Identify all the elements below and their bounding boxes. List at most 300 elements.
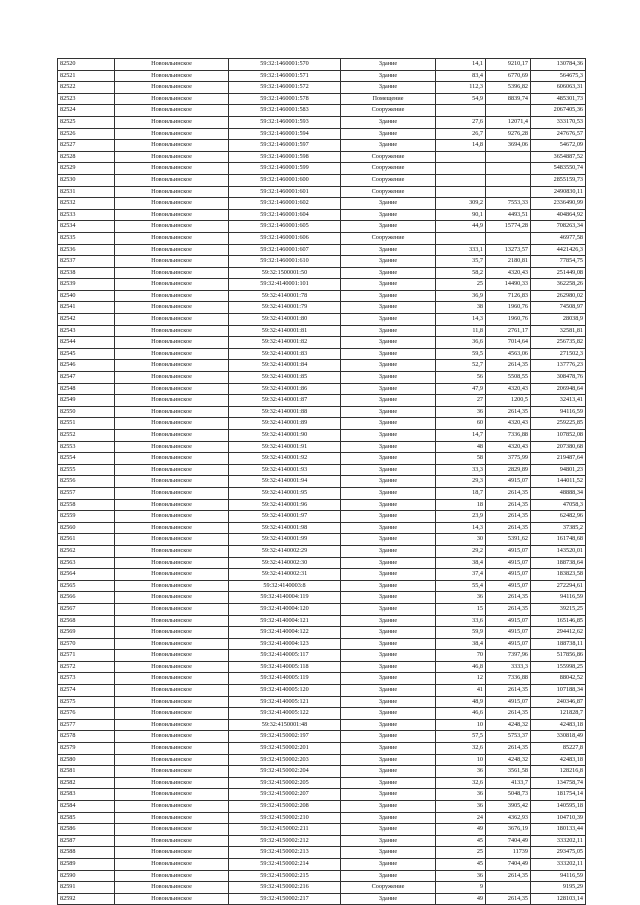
specific-value-cell: 3775,99 [486, 453, 531, 465]
table-row [58, 82, 586, 94]
locality-name-cell: Новоильинское [115, 487, 229, 499]
row-number-cell: 82557 [58, 487, 115, 499]
specific-value-cell [486, 163, 531, 175]
object-type-cell: Сооружение [341, 174, 436, 186]
area-value-cell: 9 [436, 882, 486, 894]
cadastral-value-cell: 293475,05 [531, 847, 586, 859]
row-number-cell: 82524 [58, 105, 115, 117]
cadastral-number-cell: 59:32:4150002:197 [229, 731, 341, 743]
cadastral-value-cell: 28038,9 [531, 314, 586, 326]
object-type-cell: Здание [341, 209, 436, 221]
area-value-cell: 33,6 [436, 615, 486, 627]
cadastral-number-cell: 59:32:1460001:571 [229, 70, 341, 82]
table-row [58, 592, 586, 604]
area-value-cell: 90,1 [436, 209, 486, 221]
cadastral-value-cell: 330818,49 [531, 731, 586, 743]
cadastral-value-cell: 121828,7 [531, 708, 586, 720]
cadastral-number-cell: 59:32:1460001:572 [229, 82, 341, 94]
specific-value-cell: 2614,35 [486, 360, 531, 372]
area-value-cell: 29,3 [436, 476, 486, 488]
area-value-cell: 27 [436, 395, 486, 407]
table-row [58, 232, 586, 244]
row-number-cell: 82542 [58, 314, 115, 326]
row-number-cell: 82580 [58, 754, 115, 766]
object-type-cell: Здание [341, 372, 436, 384]
row-number-cell: 82555 [58, 464, 115, 476]
table-row [58, 638, 586, 650]
object-type-cell: Здание [341, 580, 436, 592]
table-row [58, 453, 586, 465]
locality-name-cell: Новоильинское [115, 882, 229, 894]
object-type-cell: Здание [341, 267, 436, 279]
row-number-cell: 82565 [58, 580, 115, 592]
table-row [58, 186, 586, 198]
object-type-cell: Здание [341, 754, 436, 766]
cadastral-value-cell: 262980,02 [531, 290, 586, 302]
specific-value-cell: 3905,42 [486, 801, 531, 813]
specific-value-cell: 9210,17 [486, 59, 531, 71]
specific-value-cell: 2614,35 [486, 685, 531, 697]
area-value-cell: 25 [436, 847, 486, 859]
specific-value-cell: 2614,35 [486, 592, 531, 604]
specific-value-cell [486, 186, 531, 198]
specific-value-cell: 2614,35 [486, 511, 531, 523]
area-value-cell: 15 [436, 603, 486, 615]
table-row [58, 267, 586, 279]
cadastral-value-cell: 183823,58 [531, 569, 586, 581]
row-number-cell: 82564 [58, 569, 115, 581]
cadastral-value-cell: 144011,52 [531, 476, 586, 488]
object-type-cell: Здание [341, 476, 436, 488]
row-number-cell: 82590 [58, 870, 115, 882]
area-value-cell: 14,3 [436, 314, 486, 326]
cadastral-number-cell: 59:32:4140001:97 [229, 511, 341, 523]
cadastral-value-cell: 308478,76 [531, 372, 586, 384]
table-row [58, 302, 586, 314]
cadastral-table-page [57, 58, 585, 905]
cadastral-number-cell: 59:32:1460001:594 [229, 128, 341, 140]
locality-name-cell: Новоильинское [115, 858, 229, 870]
row-number-cell: 82532 [58, 198, 115, 210]
area-value-cell: 47,9 [436, 383, 486, 395]
table-row [58, 395, 586, 407]
locality-name-cell: Новоильинское [115, 731, 229, 743]
cadastral-value-cell: 2855159,73 [531, 174, 586, 186]
object-type-cell: Здание [341, 464, 436, 476]
cadastral-number-cell: 59:32:4140004:119 [229, 592, 341, 604]
specific-value-cell: 4915,07 [486, 580, 531, 592]
locality-name-cell: Новоильинское [115, 638, 229, 650]
cadastral-value-cell: 39215,25 [531, 603, 586, 615]
locality-name-cell: Новоильинское [115, 325, 229, 337]
cadastral-value-cell: 62482,96 [531, 511, 586, 523]
cadastral-number-cell: 59:32:1460001:610 [229, 256, 341, 268]
object-type-cell: Здание [341, 511, 436, 523]
area-value-cell: 37,4 [436, 569, 486, 581]
table-row [58, 244, 586, 256]
row-number-cell: 82588 [58, 847, 115, 859]
locality-name-cell: Новоильинское [115, 174, 229, 186]
row-number-cell: 82549 [58, 395, 115, 407]
table-row [58, 812, 586, 824]
table-row [58, 766, 586, 778]
object-type-cell: Сооружение [341, 105, 436, 117]
cadastral-number-cell: 59:32:4140005:119 [229, 673, 341, 685]
specific-value-cell: 2614,35 [486, 870, 531, 882]
locality-name-cell: Новоильинское [115, 685, 229, 697]
cadastral-number-cell: 59:32:4140001:78 [229, 290, 341, 302]
row-number-cell: 82527 [58, 140, 115, 152]
object-type-cell: Здание [341, 314, 436, 326]
cadastral-number-cell: 59:32:4150002:210 [229, 812, 341, 824]
table-row [58, 290, 586, 302]
specific-value-cell: 15774,28 [486, 221, 531, 233]
specific-value-cell: 4915,07 [486, 638, 531, 650]
object-type-cell: Здание [341, 256, 436, 268]
table-row [58, 487, 586, 499]
specific-value-cell: 3333,3 [486, 661, 531, 673]
specific-value-cell: 4248,32 [486, 719, 531, 731]
locality-name-cell: Новоильинское [115, 128, 229, 140]
row-number-cell: 82581 [58, 766, 115, 778]
locality-name-cell: Новоильинское [115, 789, 229, 801]
area-value-cell: 56 [436, 372, 486, 384]
cadastral-number-cell: 59:32:1460001:606 [229, 232, 341, 244]
object-type-cell: Здание [341, 430, 436, 442]
cadastral-value-cell: 85227,8 [531, 743, 586, 755]
area-value-cell [436, 174, 486, 186]
cadastral-value-cell: 161748,68 [531, 534, 586, 546]
area-value-cell: 41 [436, 685, 486, 697]
object-type-cell: Здание [341, 627, 436, 639]
locality-name-cell: Новоильинское [115, 372, 229, 384]
specific-value-cell: 12071,4 [486, 116, 531, 128]
row-number-cell: 82534 [58, 221, 115, 233]
table-row [58, 534, 586, 546]
row-number-cell: 82585 [58, 812, 115, 824]
cadastral-value-cell: 128216,8 [531, 766, 586, 778]
locality-name-cell: Новоильинское [115, 314, 229, 326]
row-number-cell: 82545 [58, 348, 115, 360]
row-number-cell: 82568 [58, 615, 115, 627]
specific-value-cell: 4320,43 [486, 418, 531, 430]
cadastral-value-cell: 32581,81 [531, 325, 586, 337]
specific-value-cell: 3694,06 [486, 140, 531, 152]
area-value-cell: 11,8 [436, 325, 486, 337]
object-type-cell: Сооружение [341, 882, 436, 894]
locality-name-cell: Новоильинское [115, 893, 229, 905]
locality-name-cell: Новоильинское [115, 198, 229, 210]
locality-name-cell: Новоильинское [115, 522, 229, 534]
object-type-cell: Здание [341, 858, 436, 870]
locality-name-cell: Новоильинское [115, 557, 229, 569]
specific-value-cell: 11739 [486, 847, 531, 859]
specific-value-cell: 4320,43 [486, 441, 531, 453]
cadastral-number-cell: 59:32:1460001:583 [229, 105, 341, 117]
table-row [58, 882, 586, 894]
locality-name-cell: Новоильинское [115, 70, 229, 82]
cadastral-value-cell: 2490830,11 [531, 186, 586, 198]
cadastral-value-cell: 74508,97 [531, 302, 586, 314]
object-type-cell: Здание [341, 847, 436, 859]
object-type-cell: Здание [341, 348, 436, 360]
locality-name-cell: Новоильинское [115, 163, 229, 175]
cadastral-number-cell: 59:32:4140005:118 [229, 661, 341, 673]
area-value-cell: 70 [436, 650, 486, 662]
area-value-cell: 14,7 [436, 430, 486, 442]
cadastral-value-cell: 88042,52 [531, 673, 586, 685]
row-number-cell: 82592 [58, 893, 115, 905]
cadastral-value-cell: 2336490,99 [531, 198, 586, 210]
specific-value-cell: 5396,82 [486, 82, 531, 94]
cadastral-value-cell: 247676,57 [531, 128, 586, 140]
object-type-cell: Здание [341, 406, 436, 418]
cadastral-value-cell: 32413,41 [531, 395, 586, 407]
cadastral-value-cell: 94116,59 [531, 592, 586, 604]
cadastral-number-cell: 59:32:4140005:121 [229, 696, 341, 708]
locality-name-cell: Новоильинское [115, 105, 229, 117]
area-value-cell: 35,7 [436, 256, 486, 268]
cadastral-value-cell: 517856,86 [531, 650, 586, 662]
specific-value-cell: 1200,5 [486, 395, 531, 407]
area-value-cell: 10 [436, 719, 486, 731]
cadastral-number-cell: 59:32:4140004:121 [229, 615, 341, 627]
specific-value-cell: 2614,35 [486, 499, 531, 511]
specific-value-cell: 2614,35 [486, 487, 531, 499]
cadastral-number-cell: 59:32:4140001:88 [229, 406, 341, 418]
cadastral-number-cell: 59:32:4150002:216 [229, 882, 341, 894]
object-type-cell: Здание [341, 743, 436, 755]
locality-name-cell: Новоильинское [115, 499, 229, 511]
row-number-cell: 82567 [58, 603, 115, 615]
cadastral-number-cell: 59:32:4140001:91 [229, 441, 341, 453]
locality-name-cell: Новоильинское [115, 592, 229, 604]
object-type-cell: Здание [341, 116, 436, 128]
cadastral-number-cell: 59:32:4140001:86 [229, 383, 341, 395]
table-row [58, 615, 586, 627]
row-number-cell: 82577 [58, 719, 115, 731]
specific-value-cell: 5508,55 [486, 372, 531, 384]
row-number-cell: 82579 [58, 743, 115, 755]
row-number-cell: 82551 [58, 418, 115, 430]
area-value-cell: 10 [436, 754, 486, 766]
area-value-cell: 59,9 [436, 627, 486, 639]
cadastral-value-cell: 130784,36 [531, 59, 586, 71]
locality-name-cell: Новоильинское [115, 708, 229, 720]
row-number-cell: 82529 [58, 163, 115, 175]
cadastral-value-cell: 272294,61 [531, 580, 586, 592]
object-type-cell: Здание [341, 453, 436, 465]
cadastral-number-cell: 59:32:4140001:101 [229, 279, 341, 291]
cadastral-value-cell: 180133,44 [531, 824, 586, 836]
locality-name-cell: Новоильинское [115, 673, 229, 685]
cadastral-value-cell: 188738,11 [531, 638, 586, 650]
cadastral-number-cell: 59:32:4140001:95 [229, 487, 341, 499]
row-number-cell: 82530 [58, 174, 115, 186]
area-value-cell: 46,6 [436, 708, 486, 720]
cadastral-value-cell: 485301,73 [531, 93, 586, 105]
cadastral-number-cell: 59:32:4150002:201 [229, 743, 341, 755]
specific-value-cell: 5753,37 [486, 731, 531, 743]
area-value-cell [436, 186, 486, 198]
row-number-cell: 82560 [58, 522, 115, 534]
table-row [58, 325, 586, 337]
table-row [58, 719, 586, 731]
object-type-cell: Сооружение [341, 232, 436, 244]
cadastral-value-cell: 37385,2 [531, 522, 586, 534]
area-value-cell: 44,9 [436, 221, 486, 233]
specific-value-cell: 3676,19 [486, 824, 531, 836]
object-type-cell: Здание [341, 696, 436, 708]
area-value-cell: 27,6 [436, 116, 486, 128]
area-value-cell: 38 [436, 302, 486, 314]
locality-name-cell: Новоильинское [115, 801, 229, 813]
area-value-cell: 36 [436, 870, 486, 882]
table-body [58, 59, 586, 905]
specific-value-cell: 4915,07 [486, 476, 531, 488]
row-number-cell: 82540 [58, 290, 115, 302]
cadastral-value-cell: 137776,23 [531, 360, 586, 372]
table-row [58, 673, 586, 685]
cadastral-number-cell: 59:32:4140001:90 [229, 430, 341, 442]
cadastral-value-cell: 240346,87 [531, 696, 586, 708]
cadastral-number-cell: 59:32:4140001:85 [229, 372, 341, 384]
area-value-cell: 333,1 [436, 244, 486, 256]
object-type-cell: Здание [341, 522, 436, 534]
cadastral-number-cell: 59:32:4140002:31 [229, 569, 341, 581]
specific-value-cell: 4915,07 [486, 569, 531, 581]
table-row [58, 731, 586, 743]
object-type-cell: Помещение [341, 93, 436, 105]
specific-value-cell: 3561,58 [486, 766, 531, 778]
row-number-cell: 82536 [58, 244, 115, 256]
locality-name-cell: Новоильинское [115, 360, 229, 372]
cadastral-value-cell: 104710,39 [531, 812, 586, 824]
specific-value-cell: 8839,74 [486, 93, 531, 105]
cadastral-value-cell: 259225,85 [531, 418, 586, 430]
row-number-cell: 82561 [58, 534, 115, 546]
area-value-cell: 36,9 [436, 290, 486, 302]
cadastral-number-cell: 59:32:1500001:50 [229, 267, 341, 279]
locality-name-cell: Новоильинское [115, 151, 229, 163]
row-number-cell: 82552 [58, 430, 115, 442]
object-type-cell: Здание [341, 731, 436, 743]
row-number-cell: 82573 [58, 673, 115, 685]
locality-name-cell: Новоильинское [115, 766, 229, 778]
cadastral-value-cell: 404864,92 [531, 209, 586, 221]
table-row [58, 360, 586, 372]
specific-value-cell: 2614,35 [486, 522, 531, 534]
table-row [58, 59, 586, 71]
locality-name-cell: Новоильинское [115, 395, 229, 407]
cadastral-value-cell: 94116,59 [531, 406, 586, 418]
cadastral-number-cell: 59:32:4140001:89 [229, 418, 341, 430]
cadastral-number-cell: 59:32:4150002:203 [229, 754, 341, 766]
locality-name-cell: Новоильинское [115, 116, 229, 128]
cadastral-number-cell: 59:32:4140004:123 [229, 638, 341, 650]
area-value-cell: 57,5 [436, 731, 486, 743]
object-type-cell: Здание [341, 592, 436, 604]
table-row [58, 580, 586, 592]
table-row [58, 163, 586, 175]
locality-name-cell: Новоильинское [115, 615, 229, 627]
locality-name-cell: Новоильинское [115, 453, 229, 465]
locality-name-cell: Новоильинское [115, 348, 229, 360]
cadastral-number-cell: 59:32:4140001:93 [229, 464, 341, 476]
row-number-cell: 82584 [58, 801, 115, 813]
locality-name-cell: Новоильинское [115, 430, 229, 442]
locality-name-cell: Новоильинское [115, 835, 229, 847]
specific-value-cell [486, 151, 531, 163]
row-number-cell: 82547 [58, 372, 115, 384]
object-type-cell: Сооружение [341, 163, 436, 175]
cadastral-value-cell: 54672,09 [531, 140, 586, 152]
row-number-cell: 82582 [58, 777, 115, 789]
cadastral-number-cell: 59:32:4140001:96 [229, 499, 341, 511]
row-number-cell: 82538 [58, 267, 115, 279]
cadastral-value-cell: 94801,23 [531, 464, 586, 476]
row-number-cell: 82563 [58, 557, 115, 569]
cadastral-number-cell: 59:32:1460001:570 [229, 59, 341, 71]
cadastral-number-cell: 59:32:1460001:597 [229, 140, 341, 152]
cadastral-number-cell: 59:32:1460001:602 [229, 198, 341, 210]
row-number-cell: 82556 [58, 476, 115, 488]
cadastral-value-cell: 219487,64 [531, 453, 586, 465]
area-value-cell: 38,4 [436, 557, 486, 569]
locality-name-cell: Новоильинское [115, 290, 229, 302]
object-type-cell: Здание [341, 290, 436, 302]
specific-value-cell: 5048,73 [486, 789, 531, 801]
row-number-cell: 82578 [58, 731, 115, 743]
cadastral-value-cell: 206948,64 [531, 383, 586, 395]
row-number-cell: 82520 [58, 59, 115, 71]
object-type-cell: Здание [341, 221, 436, 233]
table-row [58, 754, 586, 766]
area-value-cell: 25 [436, 279, 486, 291]
object-type-cell: Здание [341, 418, 436, 430]
cadastral-value-cell: 4421426,3 [531, 244, 586, 256]
cadastral-number-cell: 59:32:1460001:598 [229, 151, 341, 163]
cadastral-number-cell: 59:32:1460001:593 [229, 116, 341, 128]
table-row [58, 893, 586, 905]
cadastral-value-cell: 48888,34 [531, 487, 586, 499]
cadastral-number-cell: 59:32:4140005:117 [229, 650, 341, 662]
locality-name-cell: Новоильинское [115, 476, 229, 488]
cadastral-number-cell: 59:32:4140001:94 [229, 476, 341, 488]
cadastral-number-cell: 59:32:4150002:217 [229, 893, 341, 905]
specific-value-cell: 13273,57 [486, 244, 531, 256]
table-row [58, 476, 586, 488]
area-value-cell: 30 [436, 534, 486, 546]
table-row [58, 545, 586, 557]
specific-value-cell: 2614,35 [486, 708, 531, 720]
locality-name-cell: Новоильинское [115, 696, 229, 708]
locality-name-cell: Новоильинское [115, 59, 229, 71]
cadastral-number-cell: 59:32:4150002:212 [229, 835, 341, 847]
specific-value-cell: 4320,43 [486, 383, 531, 395]
cadastral-value-cell: 128103,14 [531, 893, 586, 905]
row-number-cell: 82570 [58, 638, 115, 650]
table-row [58, 835, 586, 847]
row-number-cell: 82537 [58, 256, 115, 268]
area-value-cell [436, 151, 486, 163]
cadastral-value-cell: 362258,26 [531, 279, 586, 291]
area-value-cell: 46,8 [436, 661, 486, 673]
cadastral-number-cell: 59:32:4150002:208 [229, 801, 341, 813]
cadastral-value-cell: 188738,64 [531, 557, 586, 569]
row-number-cell: 82544 [58, 337, 115, 349]
row-number-cell: 82533 [58, 209, 115, 221]
